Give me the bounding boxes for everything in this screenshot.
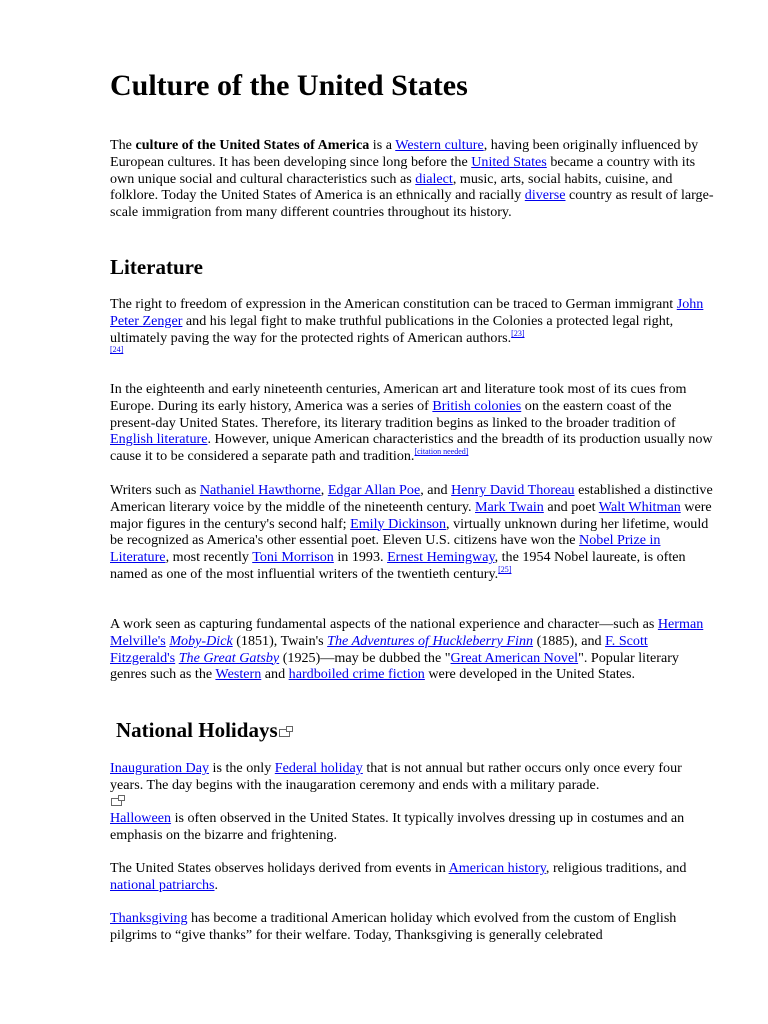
link-british-colonies[interactable]: British colonies [432,397,522,414]
literature-paragraph-3: Writers such as Nathaniel Hawthorne, Edgar Allan Poe, and Henry David Thoreau established a distinctive American literary voice by the middle of the nineteenth century. Mark Twain and poet Walt Whitman were major figures in the century's second half; Emily Dickinson, virtually unknown during her lifetime, would be recognized as America's other essential poet. Eleven U.S. citizens have won the Nobel Prize in Literature, most recently Toni Morrison in 1993. Ernest Hemingway, the 1954 Nobel laureate, is often named as one of the most influential writers of the twentieth century.[25] [110,482,713,582]
literature-paragraph-1: The right to freedom of expression in the American constitution can be traced to German immigrant John Peter Zenger and his legal fight to make truthful publications in the Colonies a protected legal right, ultimately paving the way for the protected rights of American authors.[23] [24] [110,296,704,355]
link-diverse[interactable]: diverse [524,187,566,204]
link-toni-morrison[interactable]: Toni Morrison [252,549,334,566]
link-nathaniel-hawthorne[interactable]: Nathaniel Hawthorne [199,482,321,498]
link-ernest-hemingway[interactable]: Ernest Hemingway [387,549,495,566]
link-mark-twain[interactable]: Mark Twain [475,498,544,515]
literature-paragraph-4: A work seen as capturing fundamental aspects of the national experience and character—such as Herman Melville's Moby-Dick (1851), Twain's The Adventures of Huckleberry Finn (1885), and F. Scott Fitzgerald's The Great Gatsby (1925)—may be dubbed the "Great American Novel". Popular literary genres such as the Western and hardboiled crime fiction were developed in the United States. [110,616,704,683]
holidays-paragraph-3: The United States observes holidays derived from events in American history, religious traditions, and national patriarchs. [110,860,687,893]
citation-24[interactable]: [24] [110,345,124,355]
bold-term: culture of the United States of America [135,137,370,153]
link-american-history[interactable]: American history [448,860,546,876]
link-inauguration-day[interactable]: Inauguration Day [110,760,210,776]
link-huckleberry-finn[interactable]: The Adventures of Huckleberry Finn [327,632,534,649]
link-national-patriarchs[interactable]: national patriarchs [110,876,215,893]
link-halloween[interactable]: Halloween [110,810,172,826]
holidays-paragraph-4: Thanksgiving has become a traditional American holiday which evolved from the custom of English pilgrims to “give thanks” for their welfare. Today, Thanksgiving is generally celebrated [110,910,677,943]
link-f-scott-fitzgerald[interactable]: F. Scott Fitzgerald's [110,632,648,666]
intro-paragraph: The culture of the United States of America is a Western culture, having been originally influenced by European cultures. It has been developing since long before the United States became a country with its own unique social and cultural characteristics such as dialect, music, arts, social habits, cuisine, and folklore. Today the United States of America is an ethnically and racially diverse country as result of large-scale immigration from many different countries throughout its history. [110,137,714,221]
link-the-great-gatsby[interactable]: The Great Gatsby [178,649,280,666]
link-dialect[interactable]: dialect [415,170,453,187]
literature-paragraph-2: In the eighteenth and early nineteenth centuries, American art and literature took most of its cues from Europe. During its early history, America was a series of British colonies on the eastern coast of the present-day United States. Therefore, its literary tradition begins as linked to the broader tradition of English literature. However, unique American characteristics and the breadth of its production usually now cause it to be considered a separate path and tradition.[citation needed] [110,381,713,465]
external-link-icon[interactable] [111,798,122,806]
holidays-paragraph-1: Inauguration Day is the only Federal holiday that is not annual but rather occurs only once every four years. The day begins with the inaugaration ceremony and ends with a military parade. [110,760,716,810]
link-emily-dickinson[interactable]: Emily Dickinson [350,515,447,532]
link-herman-melville[interactable]: Herman Melville's [110,616,704,649]
link-great-american-novel[interactable]: Great American Novel [450,649,579,666]
link-nobel-prize-in-literature[interactable]: Nobel Prize in Literature [110,532,661,566]
link-walt-whitman[interactable]: Walt Whitman [598,498,681,515]
link-english-literature[interactable]: English literature [110,431,208,448]
holidays-paragraph-2: Halloween is often observed in the United States. It typically involves dressing up in costumes and an emphasis on the bizarre and frightening. [110,810,685,843]
link-federal-holiday[interactable]: Federal holiday [274,760,363,776]
link-edgar-allan-poe[interactable]: Edgar Allan Poe [327,482,421,498]
link-western[interactable]: Western [215,666,262,683]
citation-25[interactable]: [25] [498,564,512,574]
link-western-culture[interactable]: Western culture [395,137,484,153]
link-henry-david-thoreau[interactable]: Henry David Thoreau [451,482,575,498]
citation-23[interactable]: [23] [511,328,525,338]
link-thanksgiving[interactable]: Thanksgiving [110,910,188,926]
section-heading-literature: Literature [110,255,203,279]
page-title: Culture of the United States [110,69,468,102]
citation-needed[interactable]: [citation needed] [414,447,469,457]
section-heading-national-holidays: National Holidays [116,717,290,743]
link-hardboiled-crime-fiction[interactable]: hardboiled crime fiction [288,666,425,683]
link-moby-dick[interactable]: Moby-Dick [169,632,233,649]
external-link-icon[interactable] [279,729,290,737]
link-john-peter-zenger[interactable]: John Peter Zenger [110,296,704,329]
link-united-states[interactable]: United States [471,153,547,170]
